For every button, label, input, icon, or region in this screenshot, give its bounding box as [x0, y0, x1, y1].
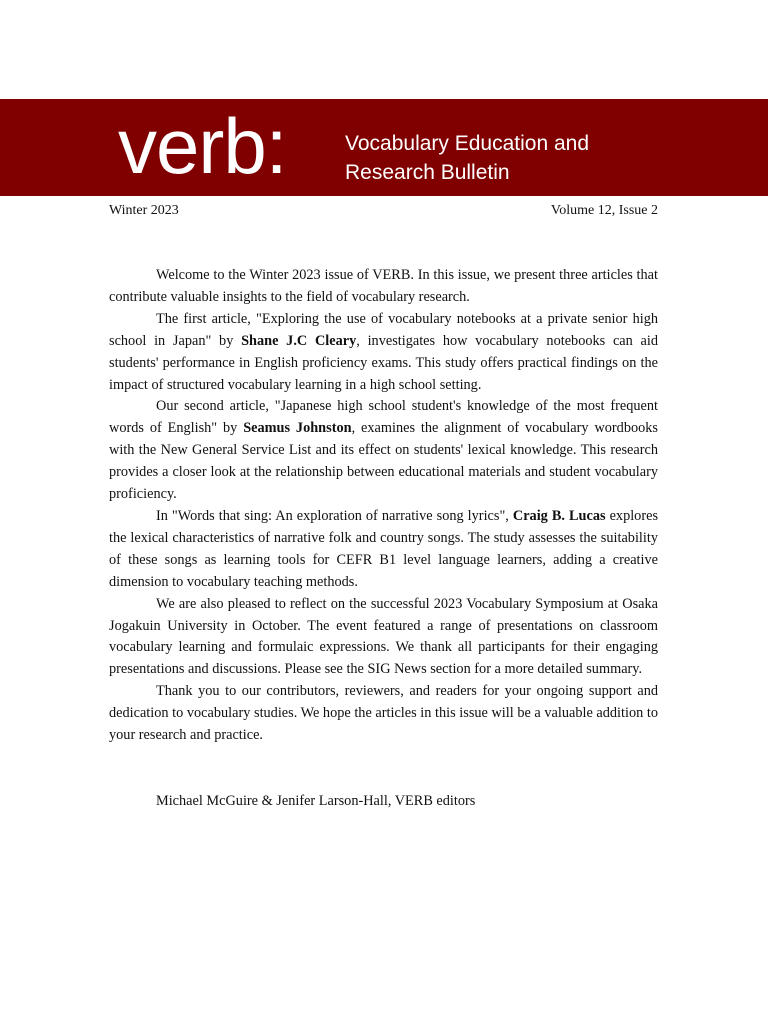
paragraph-text: In "Words that sing: An exploration of narrative song lyrics",	[156, 507, 513, 524]
subtitle-line-2: Research Bulletin	[345, 161, 510, 184]
paragraph-text: The first article, "Exploring the use of vocabulary notebooks at a private senior high school in Japan" by	[109, 310, 658, 349]
paragraph-text: , examines the alignment of vocabulary wordbooks with the New General Service List and its effect on students' lexical knowledge. This research provides a closer look at the relationship between educational materials and student vocabulary proficiency.	[109, 420, 658, 503]
paragraph-text: , investigates how vocabulary notebooks can aid students' performance in English proficiency exams. This study offers practical findings on the impact of structured vocabulary learning in a high school setting.	[109, 332, 658, 393]
author-name: Craig B. Lucas	[512, 507, 606, 524]
author-name: Seamus Johnston	[243, 420, 352, 437]
editorial-body	[109, 265, 658, 747]
paragraph-welcome: Welcome to the Winter 2023 issue of VERB. In this issue, we present three articles that contribute valuable insights to the field of vocabulary research.	[109, 267, 658, 305]
author-name: Shane J.C Cleary	[241, 332, 357, 349]
verb-logo: verb:	[118, 102, 287, 190]
paragraph-second-article	[109, 396, 658, 506]
issue-season: Winter 2023	[109, 203, 179, 218]
paragraph-text: explores the lexical characteristics of narrative folk and country songs. The study assesses the suitability of these songs as learning tools for CEFR B1 level language learners, adding a creative dimension to vocabulary teaching methods.	[109, 507, 659, 590]
paragraph-text: Our second article, "Japanese high school student's knowledge of the most frequent words of English" by	[109, 398, 658, 437]
editors-signoff: Michael McGuire & Jenifer Larson-Hall, VERB editors	[156, 793, 476, 809]
paragraph-first-article	[109, 309, 658, 397]
paragraph-symposium: We are also pleased to reflect on the successful 2023 Vocabulary Symposium at Osaka Jogakuin University in October. The event featured a range of presentations on classroom vocabulary learning and formulaic expressions. We thank all participants for their engaging presentations and discussions. Please see the SIG News section for a more detailed summary.	[109, 595, 658, 678]
paragraph-thanks: Thank you to our contributors, reviewers, and readers for your ongoing support and dedication to vocabulary studies. We hope the articles in this issue will be a valuable addition to your research and practice.	[109, 683, 658, 744]
subtitle-line-1: Vocabulary Education and	[345, 132, 590, 155]
issue-volume: Volume 12, Issue 2	[550, 203, 658, 218]
bulletin-subtitle	[345, 129, 589, 187]
paragraph-third-article	[109, 506, 658, 594]
